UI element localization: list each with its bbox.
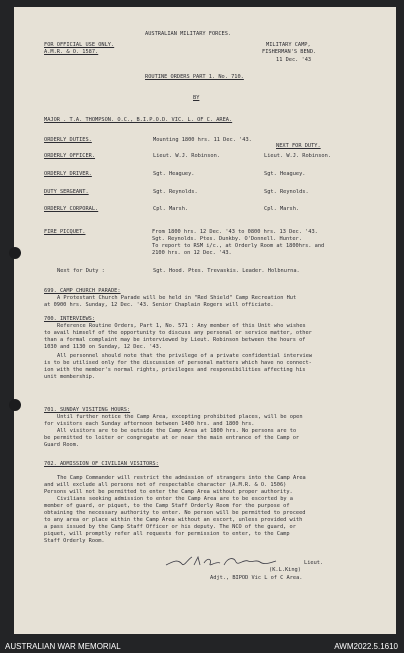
- next-duty-value: Sgt. Hood. Ptes. Trevaskis. Leader. Holbnurna.: [153, 268, 300, 274]
- regulation-ref: A.M.R. & O. 1587.: [44, 49, 99, 55]
- fire-picquet-line: Sgt. Reynolds. Ptes. Dunkby. O'Donnell. Hunter.: [152, 236, 302, 242]
- handwritten-signature: [164, 553, 282, 571]
- archive-reference: AWM2022.5.1610: [334, 642, 398, 651]
- section-702-line: to any area or place within the Camp Area without an escort, unless provided with: [44, 517, 303, 523]
- section-700-line: 1030 and 1130 on Sunday, 12 Dec. '43.: [44, 344, 162, 350]
- section-701-line: Guard Room.: [44, 442, 80, 448]
- duty-current: Sgt. Reynolds.: [153, 189, 198, 195]
- section-701-line: All visitors are to be outside the Camp Area at 1800 hrs. No persons are to: [57, 428, 297, 434]
- orderly-duties-label: ORDERLY DUTIES.: [44, 137, 92, 143]
- section-700-line: All personnel should note that the privilege of a private confidential interview: [57, 353, 313, 359]
- duty-role-label: ORDERLY DRIVER.: [44, 171, 92, 177]
- camp-location: FISHERMAN'S BEND.: [262, 49, 317, 55]
- section-700-line: than a formal complaint may be interviewed by Lieut. Robinson between the hours of: [44, 337, 306, 343]
- section-702-line: Persons will not be permitted to enter the Camp Area without proper authority.: [44, 489, 293, 495]
- section-699-line: A Protestant Church Parade will be held in "Red Shield" Camp Recreation Hut: [57, 295, 297, 301]
- duty-role-label: DUTY SERGEANT.: [44, 189, 89, 195]
- archive-footer: [0, 640, 404, 653]
- duty-role-label: ORDERLY OFFICER.: [44, 153, 96, 159]
- fire-picquet-label: FIRE PICQUET.: [44, 229, 86, 235]
- signature-title: Adjt., BIPOD Vic L of C Area.: [210, 575, 303, 581]
- section-700-line: is to be utilised only for the discussion of personal matters which have no connect-: [44, 360, 312, 366]
- section-heading-702: 702. ADMISSION OF CIVILIAN VISITORS:: [44, 461, 159, 467]
- duty-current: Cpl. Marsh.: [153, 206, 189, 212]
- punch-hole: [9, 247, 21, 259]
- section-heading-701: 701. SUNDAY VISITING HOURS:: [44, 407, 131, 413]
- section-702-line: Civilians seeking admission to enter the Camp Area are to be escorted by a: [57, 496, 293, 502]
- fire-picquet-line: To report to RSM i/c., at Orderly Room at 1800hrs. and: [152, 243, 325, 249]
- official-use-line: FOR OFFICIAL USE ONLY.: [44, 42, 115, 48]
- punch-hole: [9, 399, 21, 411]
- section-702-line: member of guard, or piquet, to the Camp Staff Orderly Room for the purpose of: [44, 503, 290, 509]
- section-702-line: obtaining the necessary authority to enter. No person will be permitted to proceed: [44, 510, 306, 516]
- section-700-line: Reference Routine Orders, Part 1, No. 571 : Any member of this Unit who wishes: [57, 323, 306, 329]
- signature-rank: Lieut.: [304, 560, 324, 566]
- fire-picquet-line: From 1800 hrs. 12 Dec. '43 to 0800 hrs. 13 Dec. '43.: [152, 229, 318, 235]
- duty-current: Sgt. Heaguey.: [153, 171, 195, 177]
- signature-name: (K.L.King): [269, 567, 301, 573]
- section-700-line: to avail himself of the opportunity to discuss any personal or service matter, other: [44, 330, 312, 336]
- section-701-line: for visitors each Sunday afternoon between 1400 hrs. and 1800 hrs.: [44, 421, 255, 427]
- duty-next: Lieut. W.J. Robinson.: [264, 153, 331, 159]
- archive-name: AUSTRALIAN WAR MEMORIAL: [5, 642, 121, 651]
- document-page: [14, 7, 396, 634]
- order-date: 11 Dec. '43: [276, 57, 312, 63]
- section-699-line: at 0900 hrs. Sunday, 12 Dec. '43. Senior Chaplain Rogers will officiate.: [44, 302, 274, 308]
- top-title: AUSTRALIAN MILITARY FORCES.: [145, 31, 232, 37]
- section-heading-699: 699. CAMP CHURCH PARADE:: [44, 288, 121, 294]
- orderly-duties-value: Mounting 1800 hrs. 11 Dec. '43.: [153, 137, 252, 143]
- section-702-line: piquet, will promptly refer all requests for permission to enter, to the Camp: [44, 531, 290, 537]
- section-702-line: a pass issued by the Camp Staff Officer or his deputy. The NCO of the guard, or: [44, 524, 296, 530]
- section-702-line: and will exclude all persons not of respectable character (A.M.R. & O. 1506): [44, 482, 287, 488]
- issuing-officer: MAJOR . T.A. THOMPSON. O.C., B.I.P.O.D. VIC. L. OF C. AREA.: [44, 117, 233, 123]
- fire-picquet-line: 2100 hrs. on 12 Dec. '43.: [152, 250, 232, 256]
- camp-name: MILITARY CAMP,: [266, 42, 311, 48]
- duty-next: Cpl. Marsh.: [264, 206, 300, 212]
- next-for-duty-label: NEXT FOR DUTY.: [276, 143, 321, 149]
- duty-role-label: ORDERLY CORPORAL.: [44, 206, 99, 212]
- duty-next: Sgt. Heaguey.: [264, 171, 306, 177]
- section-701-line: be permitted to loiter or congregate at or near the main entrance of the Camp or: [44, 435, 300, 441]
- section-702-line: Staff Orderly Room.: [44, 538, 105, 544]
- duty-next: Sgt. Reynolds.: [264, 189, 309, 195]
- section-700-line: ion with the member's normal rights, privileges and responsibilities affecting his: [44, 367, 306, 373]
- section-700-line: unit membership.: [44, 374, 96, 380]
- next-duty-label: Next for Duty :: [57, 268, 105, 274]
- section-heading-700: 700. INTERVIEWS:: [44, 316, 96, 322]
- duty-current: Lieut. W.J. Robinson.: [153, 153, 220, 159]
- orders-title: ROUTINE ORDERS PART 1. No. 710.: [145, 74, 244, 80]
- by-line: BY: [193, 95, 200, 101]
- section-702-line: The Camp Commander will restrict the admission of strangers into the Camp Area: [57, 475, 306, 481]
- section-701-line: Until further notice the Camp Area, excepting prohibited places, will be open: [57, 414, 303, 420]
